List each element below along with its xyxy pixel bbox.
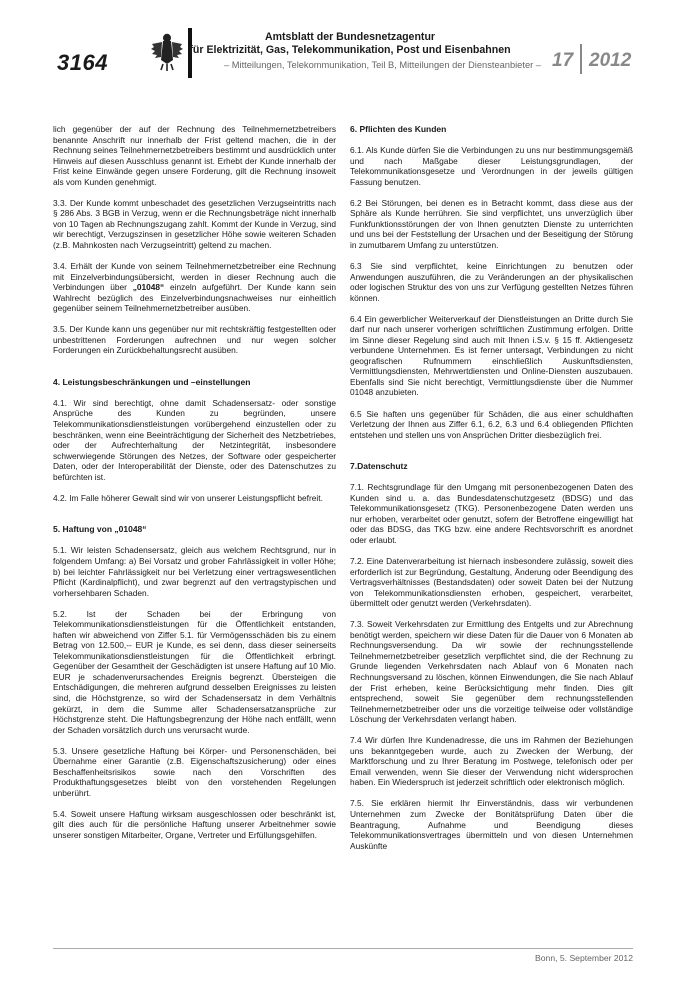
paragraph: 5.3. Unsere gesetzliche Haftung bei Körper- und Personenschäden, bei Übernahme einer Garantie (z.B. Eigenschaftszusicherung) oder eines Beschaffenheitsrisikos sowie nach den Vorschriften des Produkthaftungsgesetzes bleibt von den vorstehenden Regelungen unberührt. <box>53 745 336 798</box>
section-heading: 5. Haftung von „01048“ <box>53 524 147 535</box>
paragraph: 7.3. Soweit Verkehrsdaten zur Ermittlung des Entgelts und zur Abrechnung benötigt werden, speichern wir diese Daten für die Dauer von 6 Monaten ab Rechnungsversendung. Da wir sowie der rechnungsstellende Teilnehmernetzbetreiber gesetzlich verpflichtet sind, die der Rechnung zu Grunde liegenden Verkehrsdaten nach Ablauf von 6 Monaten nach Rechnungsversand zu löschen, können Einwendungen, die Sie nach Ablauf der Frist erheben, keine Berücksichtigung mehr finden. Dies gilt entsprechend, soweit Sie gegenüber dem rechnungsstellenden Teilnehmernetzbetreiber oder uns die vorzeitige teilweise oder vollständige Löschung der Verkehrsdaten verlangt haben. <box>350 619 633 725</box>
section-subtitle: – Mitteilungen, Telekommunikation, Teil B, Mitteilungen der Diensteanbieter – <box>224 60 541 70</box>
paragraph: 3.5. Der Kunde kann uns gegenüber nur mit rechtskräftig festgestellten oder unbestrittenen Forderungen aufrechnen und nur wegen solcher Forderungen ein Zurückbehaltungsrecht ausüben. <box>53 324 336 356</box>
paragraph: 6.1. Als Kunde dürfen Sie die Verbindungen zu uns nur bestimmungsgemäß und nach Maßgabe dieser Leistungsgrundlagen, der Telekommunikationsgesetze und Verordnungen in der jeweils gültigen Fassung benutzen. <box>350 145 633 187</box>
publication-subtitle: für Elektrizität, Gas, Telekommunikation, Post und Eisenbahnen <box>189 44 511 56</box>
paragraph: 7.2. Eine Datenverarbeitung ist hiernach insbesondere zulässig, soweit dies erforderlich ist zur Begründung, Gestaltung, Änderung oder Beendigung des Vertragsverhältnisses (Bestandsdaten) oder soweit Daten bei der Nutzung von Telekommunikationsdiensten erhoben, gespeichert, verarbeitet, übermittelt oder genutzt werden (Verkehrsdaten). <box>350 556 633 609</box>
paragraph: 6.5 Sie haften uns gegenüber für Schäden, die aus einer schuldhaften Verletzung der Ihnen aus Ziffer 6.1, 6.2, 6.3 und 6.4 obliegenden Pflichten entstehen und stellen uns von Ansprüchen Dritter diesbezüglich frei. <box>350 408 633 440</box>
paragraph: 3.3. Der Kunde kommt unbeschadet des gesetzlichen Verzugseintritts nach § 286 Abs. 3 BGB in Verzug, wenn er die Rechnungsbeträge nicht innerhalb von 10 Tagen ab Rechnungszugang zahlt. Kommt der Kunde in Verzug, sind wir berechtigt, Verzugszinsen in gesetzlicher Höhe sowie weiteren Schaden (z.B. Mahnkosten nach Verzugseintritt) geltend zu machen. <box>53 197 336 250</box>
right-column <box>350 124 633 862</box>
section-heading: 7.Datenschutz <box>350 461 408 472</box>
paragraph: 7.1. Rechtsgrundlage für den Umgang mit personenbezogenen Daten des Kunden sind u. a. das Bundesdatenschutzgesetz (BDSG) und das Telekommunikationsgesetz (TKG). Personenbezogene Daten werden uns nur erhoben, verarbeitet oder genutzt, sofern der Betroffene eingewilligt hat oder das BDSG, das TKG bzw. eine andere Rechtsvorschrift es anordnet oder erlaubt. <box>350 482 633 545</box>
issue-number: 17 <box>552 50 574 71</box>
paragraph: 7.5. Sie erklären hiermit Ihr Einverständnis, dass wir verbundenen Unternehmen zum Zwecke der Bonitätsprüfung Daten über die Beantragung, Aufnahme und Beendigung dieses Telekommunikationsvertrages übermitteln und von diesen Unternehmen Auskünfte <box>350 798 633 851</box>
publication-title: Amtsblatt der Bundesnetzagentur <box>264 31 436 43</box>
left-column <box>53 124 336 851</box>
paragraph: 5.1. Wir leisten Schadensersatz, gleich aus welchem Rechtsgrund, nur in folgendem Umfang: a) Bei Vorsatz und grober Fahrlässigkeit in voller Höhe; b) bei leichter Fahrlässigkeit nur bei Verletzung einer vertragswesentlichen Pflicht (Kardinalpflicht), und zwar begrenzt auf den vertragstypischen und vorhersehbaren Schaden. <box>53 545 336 598</box>
paragraph: lich gegenüber der auf der Rechnung des Teilnehmernetzbetreibers benannte Anschrift nur innerhalb der Frist geltend machen, die in der Rechnung seines Teilnehmernetzbetreibers bestimmt und ausdrücklich unter Hinweis auf diesen Ausschluss genannt ist. Erhebt der Kunde innerhalb der Frist keine Einwände gegen unsere Forderung, gilt die Rechnung insoweit als vom Kunden genehmigt. <box>53 124 336 187</box>
section-heading: 4. Leistungsbeschränkungen und –einstellungen <box>53 376 251 387</box>
paragraph: 7.4 Wir dürfen Ihre Kundenadresse, die uns im Rahmen der Beziehungen uns bekanntgegeben wurde, auch zu Zwecken der Werbung, der Marktforschung und zu Ihrer Beratung im Postwege, telefonisch oder per Email verwenden, wenn Sie dieser der Verwendung nicht widersprochen haben. Ein Wiederspruch ist jederzeit schriftlich oder elektronisch möglich. <box>350 735 633 788</box>
paragraph-emphasis: „01048“ <box>132 282 165 293</box>
page-number: 3164 <box>57 50 108 75</box>
paragraph-text: einzeln aufgeführt. Der Kunde kann sein Wahlrecht bezüglich des Einzelverbindungsnachweises nur einheitlich gegenüber seinem Teilnehmernetzbetreiber ausüben. <box>53 282 336 314</box>
issue-year: 2012 <box>589 50 632 71</box>
paragraph: 4.1. Wir sind berechtigt, ohne damit Schadensersatz- oder sonstige Ansprüche des Kunden zu begründen, unsere Telekommunikationsdienstleistungen vorübergehend einzustellen oder zu beschränken, wenn eine Beeinträchtigung der Sicherheit des Netzbetriebes, oder der Aufrechterhaltung der Netzintegrität, insbesondere schwerwiegende Störungen des Netzes, der Software oder gespeicherter Daten, oder der Interoperabilität der Dienste, oder des Datenschutzes zu befürchten ist. <box>53 397 336 482</box>
paragraph: 6.4 Ein gewerblicher Weiterverkauf der Dienstleistungen an Dritte durch Sie darf nur nach unserer vorherigen schriftlichen Zustimmung erfolgen. Dritte im Sinne dieser Regelung sind auch mit Ihnen i.S.v. § 15 ff. Aktiengesetz verbundene Unternehmen. Es ist ferner untersagt, Verbindungen zu nicht geografischen Rufnummern einschließlich Auskunftsdiensten, Vermittlungsdiensten, Mehrwertdiensten und Online-Diensten auszubauen. Ebenfalls sind Sie nicht berechtigt, Vermittlungsdienste über die Nummer 01048 anzubieten. <box>350 313 633 398</box>
issue-divider <box>580 44 582 74</box>
footer-divider <box>53 948 633 949</box>
paragraph: 4.2. Im Falle höherer Gewalt sind wir von unserer Leistungspflicht befreit. <box>53 492 323 503</box>
paragraph-text: 3.4. Erhält der Kunde von seinem Teilnehmernetzbetreiber eine Rechnung mit Einzelverbindungsübersicht, werden in dieser Rechnung auch die Verbindungen über <box>53 261 336 293</box>
paragraph: 5.4. Soweit unsere Haftung wirksam ausgeschlossen oder beschränkt ist, gilt dies auch für die persönliche Haftung unserer Arbeitnehmer sowie unserer sonstigen Mitarbeiter, Organe, Vertreter und Erfüllungsgehilfen. <box>53 808 336 841</box>
paragraph: 6.3 Sie sind verpflichtet, keine Einrichtungen zu benutzen oder Anwendungen auszuführen, die zu Veränderungen an der physikalischen oder logischen Struktur des von uns zur Verfügung gestellten Netzes führen können. <box>350 260 633 303</box>
footer-date: Bonn, 5. September 2012 <box>535 953 633 963</box>
paragraph: 6.2 Bei Störungen, bei denen es in Betracht kommt, dass diese aus der Sphäre als Kunde herrühren. Sie sind verpflichtet, uns unverzüglich über Funkfunktionsstörungen der von Ihnen genutzten Dienste zu unterrichten und uns bei der Feststellung der Ursachen und der Beseitigung der Störung in zumutbarem Umfang zu unterstützen. <box>350 197 633 250</box>
section-heading: 6. Pflichten des Kunden <box>350 124 447 134</box>
paragraph: 5.2. Ist der Schaden bei der Erbringung von Telekommunikationsdienstleistungen für die Öffentlichkeit entstanden, haften wir abweichend von Ziffer 5.1. für Vermögensschäden bis zu einem Betrag von 12.500,-- EUR je Kunde, es sei denn, dass dieser seinerseits Telekommunikationsdienstleistungen für die Öffentlichkeit erbringt. Gegenüber der Gesamtheit der Geschädigten ist unsere Haftung auf 10 Mio. EUR je schadenverursachendes Ereignis begrenzt. Übersteigen die Entschädigungen, die mehreren aufgrund desselben Ereignisses zu leisten sind, die Höchstgrenze, so wird der Schadensersatz in dem Verhältnis gekürzt, in dem die Summe aller Schadensersatzansprüche zur Höchstgrenze steht. Die Haftungsbegrenzung der Höhe nach entfällt, wenn der Schaden vorsätzlich durch uns verursacht wurde. <box>53 608 336 735</box>
paragraph <box>53 261 336 314</box>
